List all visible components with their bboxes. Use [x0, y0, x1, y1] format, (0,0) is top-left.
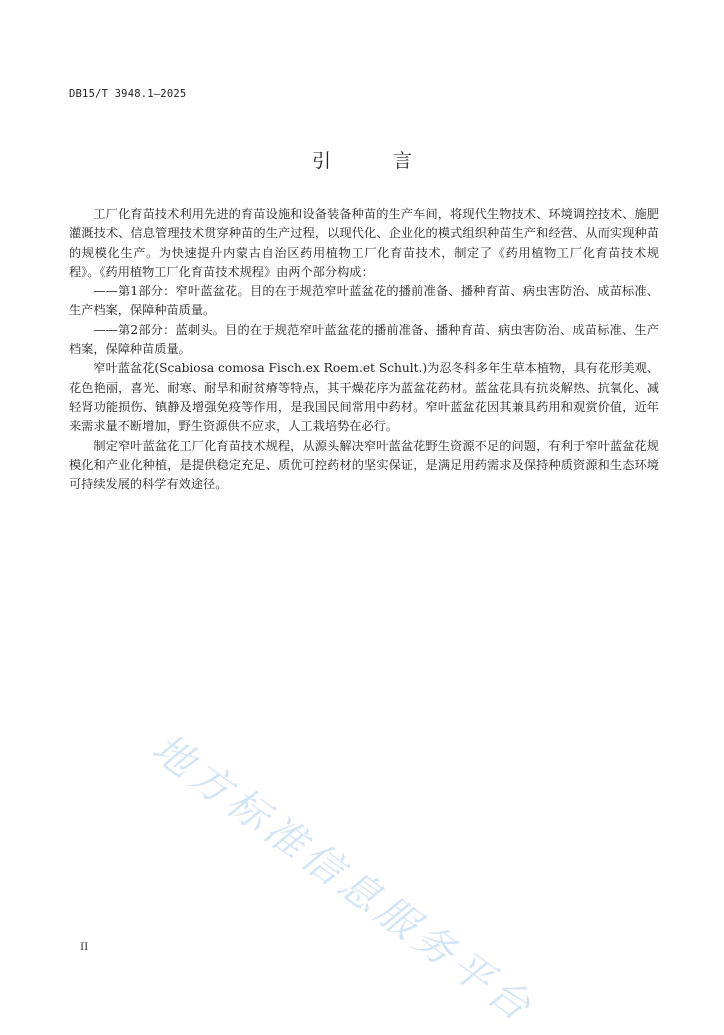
- paragraph-intro: 工厂化育苗技术利用先进的育苗设施和设备装备种苗的生产车间，将现代生物技术、环境调控技术、施肥灌溉技术、信息管理技术贯穿种苗的生产过程，以现代化、企业化的模式组织种苗生产和经营、从而实现种苗的规模化生产。为快速提升内蒙古自治区药用植物工厂化育苗技术，制定了《药用植物工厂化育苗技术规程》。《药用植物工厂化育苗技术规程》由两个部分构成：: [69, 207, 659, 279]
- paragraph-part-2: ——第2部分：蓝刺头。目的在于规范窄叶蓝盆花的播前准备、播种育苗、病虫害防治、成苗标准、生产档案，保障种苗质量。: [69, 322, 659, 357]
- paragraph-part-1: ——第1部分：窄叶蓝盆花。目的在于规范窄叶蓝盆花的播前准备、播种育苗、病虫害防治、成苗标准、生产档案，保障种苗质量。: [69, 284, 659, 318]
- watermark: 地方标准信息服务平台: [143, 725, 543, 1033]
- paragraph-plant-description: 窄叶蓝盆花(Scabiosa comosa Fisch.ex Roem.et Schult.)为忍冬科多年生草本植物，具有花形美观、花色艳丽，喜光、耐寒、耐旱和耐贫瘠等特点，其干燥花序为蓝盆花药材。蓝盆花具有抗炎解热、抗氧化、减轻肾功能损伤、镇静及增强免疫等作用，是我国民间常用中药材。窄叶蓝盆花因其兼具药用和观赏价值，近年来需求量不断增加，野生资源供不应求，人工栽培势在必行。: [69, 361, 659, 434]
- page-number: II: [80, 941, 89, 953]
- standard-code: DB15/T 3948.1—2025: [69, 88, 187, 100]
- document-body: [69, 205, 659, 494]
- page-title: 引 言: [311, 150, 441, 172]
- paragraph-purpose: 制定窄叶蓝盆花工厂化育苗技术规程，从源头解决窄叶蓝盆花野生资源不足的问题，有利于窄叶蓝盆花规模化和产业化种植，是提供稳定充足、质优可控药材的坚实保证，是满足用药需求及保持种质资源和生态环境可持续发展的科学有效途径。: [69, 438, 659, 492]
